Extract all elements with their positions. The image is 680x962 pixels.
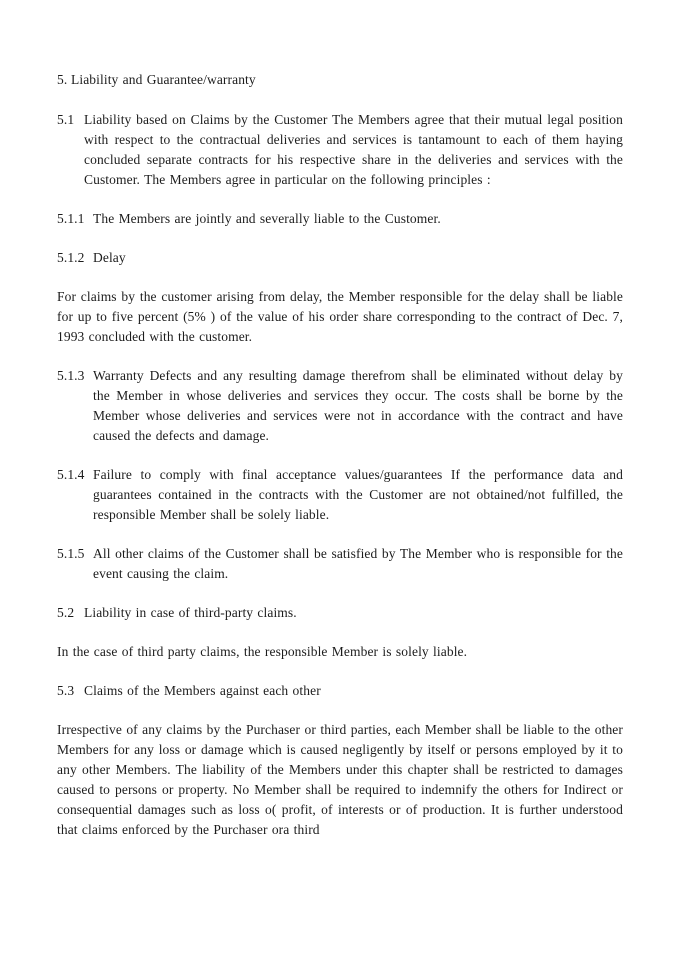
clause-text: Warranty Defects and any resulting damage therefrom shall be eliminated without delay by the Member in whose deliveries and services they occur. The costs shall be borne by the Member whose deliveries and services were not in accordance with the contract and have caused the defects and damage. xyxy=(93,368,623,443)
clause-5-1-4 xyxy=(57,465,623,525)
clause-5-1 xyxy=(57,110,623,190)
paragraph-delay-claims xyxy=(57,287,623,347)
clause-text: Failure to comply with final acceptance values/guarantees If the performance data and guarantees contained in the contracts with the Customer are not obtained/not fulfilled, the responsible Member shall be solely liable. xyxy=(93,467,623,522)
paragraph-text: For claims by the customer arising from delay, the Member responsible for the delay shall be liable for up to five percent (5% ) of the value of his order share corresponding to the contract of Dec. 7, 1993 concluded with the customer. xyxy=(57,289,623,344)
clause-number: 5.2 xyxy=(57,605,75,620)
section-heading xyxy=(57,70,623,90)
clause-number: 5.1 xyxy=(57,112,75,127)
clause-text: Liability in case of third-party claims. xyxy=(84,605,297,620)
clause-text: Claims of the Members against each other xyxy=(84,683,321,698)
clause-number: 5.1.5 xyxy=(57,546,85,561)
clause-number: 5.3 xyxy=(57,683,75,698)
clause-5-1-1 xyxy=(57,209,623,229)
paragraph-text: Irrespective of any claims by the Purchaser or third parties, each Member shall be liable to the other Members for any loss or damage which is caused negligently by itself or persons employed by it to any other Members. The liability of the Members under this chapter shall be restricted to damages caused to persons or property. No Member shall be required to indemnify the others for Indirect or consequential damages such as loss o( profit, of interests or of production. It is further understood that claims enforced by the Purchaser ora third xyxy=(57,722,623,837)
clause-5-1-5 xyxy=(57,544,623,584)
clause-text: The Members are jointly and severally liable to the Customer. xyxy=(93,211,441,226)
paragraph-text: In the case of third party claims, the responsible Member is solely liable. xyxy=(57,644,468,659)
clause-number: 5.1.1 xyxy=(57,211,85,226)
paragraph-third-party xyxy=(57,642,623,662)
clause-5-1-2 xyxy=(57,248,623,268)
clause-5-2 xyxy=(57,603,623,623)
section-number: 5. xyxy=(57,72,68,87)
clause-5-1-3 xyxy=(57,366,623,446)
clause-5-3 xyxy=(57,681,623,701)
clause-number: 5.1.4 xyxy=(57,467,85,482)
section-heading-text: Liability and Guarantee/warranty xyxy=(71,72,256,87)
clause-number: 5.1.3 xyxy=(57,368,85,383)
clause-text: Liability based on Claims by the Customer The Members agree that their mutual legal position with respect to the contractual deliveries and services is tantamount to each of them haying concluded separate contracts for his respective share in the deliveries and services with the Customer. The Members agree in particular on the following principles : xyxy=(84,112,623,187)
clause-text: All other claims of the Customer shall be satisfied by The Member who is responsible for the event causing the claim. xyxy=(93,546,623,581)
clause-text: Delay xyxy=(93,250,126,265)
clause-number: 5.1.2 xyxy=(57,250,85,265)
paragraph-members-claims xyxy=(57,720,623,840)
